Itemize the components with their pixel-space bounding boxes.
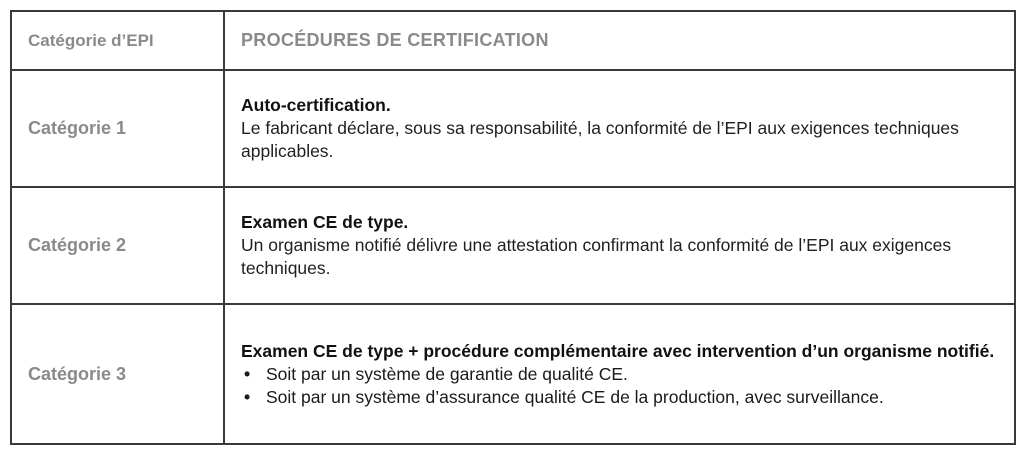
procedure-description: Un organisme notifié délivre une attestation confirmant la conformité de l’EPI aux exigences techniques. <box>241 235 952 278</box>
bullet-icon: • <box>244 386 251 407</box>
header-category: Catégorie d’EPI <box>11 11 224 70</box>
category-label: Catégorie 2 <box>11 187 224 304</box>
category-label: Catégorie 3 <box>11 304 224 444</box>
procedure-cell <box>224 304 1015 444</box>
bullet-text: Soit par un système de garantie de qualité CE. <box>266 363 628 384</box>
certification-table <box>10 10 1016 445</box>
bullet-icon: • <box>244 363 251 384</box>
header-procedures: PROCÉDURES DE CERTIFICATION <box>224 11 1015 70</box>
table-row <box>11 187 1015 304</box>
procedure-cell <box>224 187 1015 304</box>
bullet-text: Soit par un système d’assurance qualité CE de la production, avec surveillance. <box>266 386 884 407</box>
list-item <box>241 386 998 409</box>
list-item <box>241 363 998 386</box>
table-row <box>11 304 1015 444</box>
category-label: Catégorie 1 <box>11 70 224 187</box>
procedure-description: Le fabricant déclare, sous sa responsabilité, la conformité de l’EPI aux exigences techniques applicables. <box>241 118 959 161</box>
procedure-title: Auto-certification. <box>241 95 391 115</box>
procedure-title: Examen CE de type + procédure complémentaire avec intervention d’un organisme notifié. <box>241 340 995 361</box>
table-header-row <box>11 11 1015 70</box>
table-row <box>11 70 1015 187</box>
procedure-cell <box>224 70 1015 187</box>
procedure-bullet-list <box>241 363 998 409</box>
procedure-title: Examen CE de type. <box>241 212 409 232</box>
